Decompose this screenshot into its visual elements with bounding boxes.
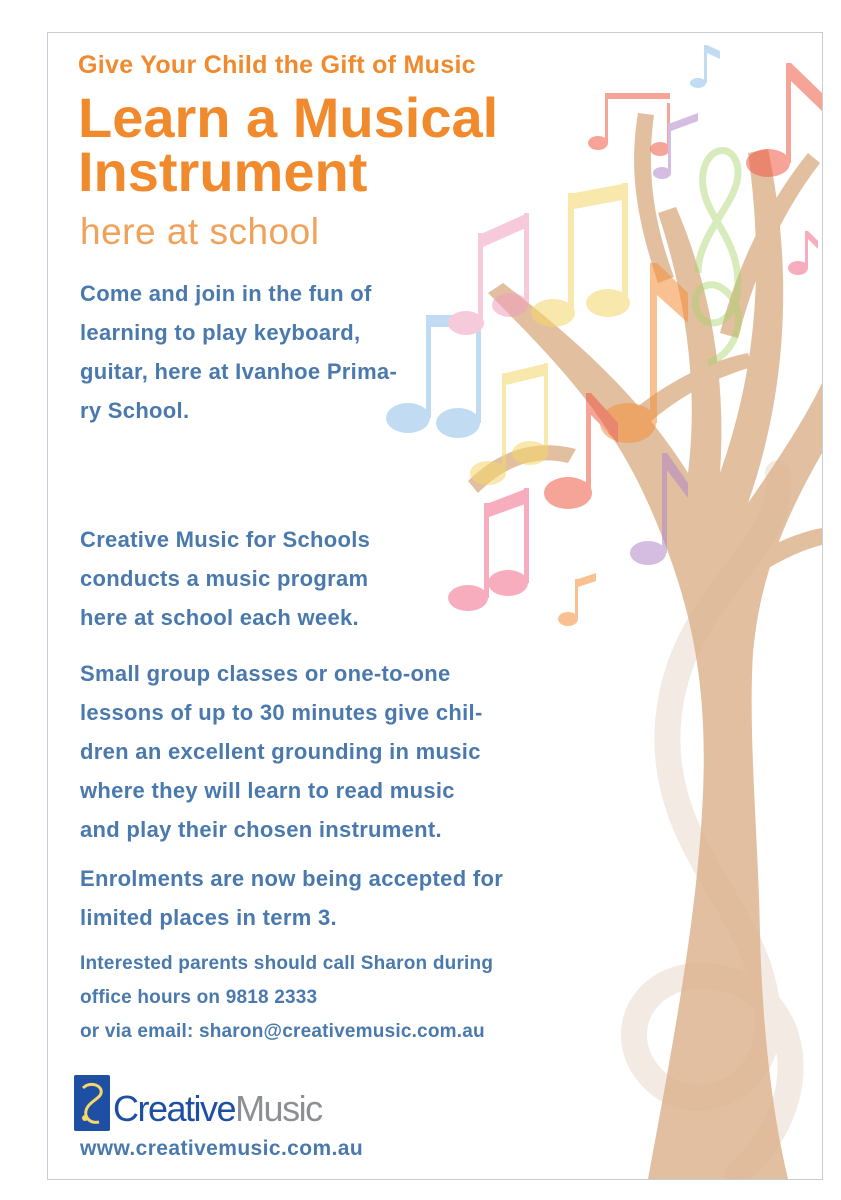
intro-paragraph: Come and join in the fun of learning to play keyboard, guitar, here at Ivanhoe Prima- ry School. <box>80 281 398 423</box>
contact-info: Interested parents should call Sharon during office hours on 9818 2333 or via email: sharon@creativemusic.com.au <box>80 953 494 1042</box>
headline: Learn a Musical Instrument <box>78 86 499 203</box>
website-link[interactable]: www.creativemusic.com.au <box>80 1137 364 1160</box>
creative-music-logo-icon <box>74 1075 110 1131</box>
logo-text-creative: Creative <box>113 1088 236 1129</box>
flyer <box>47 32 823 1180</box>
logo-text-music: Music <box>235 1088 322 1129</box>
enrolment-paragraph: Enrolments are now being accepted for limited places in term 3. <box>80 866 504 930</box>
subhead: here at school <box>80 211 320 252</box>
program-paragraph: Creative Music for Schools conducts a music program here at school each week. <box>80 527 371 630</box>
lessons-paragraph: Small group classes or one-to-one lessons of up to 30 minutes give chil- dren an excellent grounding in music where they will learn to read music and play their chosen instrument. <box>80 661 483 842</box>
tagline: Give Your Child the Gift of Music <box>78 51 476 79</box>
creative-music-logo <box>74 1073 322 1131</box>
